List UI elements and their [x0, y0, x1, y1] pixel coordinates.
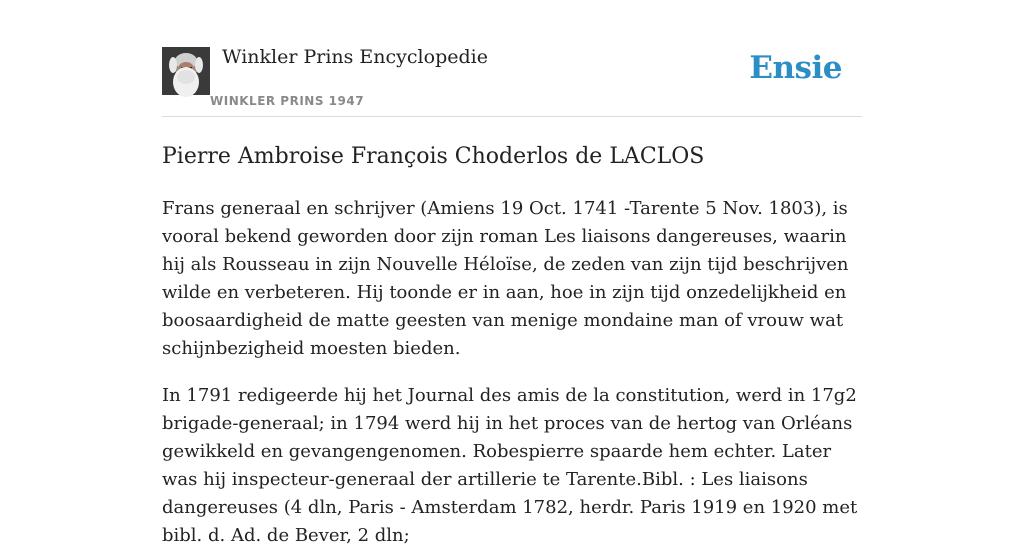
source-title[interactable]: Winkler Prins Encyclopedie: [222, 46, 488, 68]
portrait-photo-graphic: [162, 47, 210, 95]
source-header: [162, 0, 862, 117]
source-subtitle[interactable]: WINKLER PRINS 1947: [210, 94, 365, 108]
brand-logo-link[interactable]: Ensie: [749, 50, 842, 86]
page-content: [162, 0, 862, 546]
article-paragraph-1: Frans generaal en schrijver (Amiens 19 Oct. 1741 -Tarente 5 Nov. 1803), is vooral bekend geworden door zijn roman Les liaisons dangereuses, waarin hij als Rousseau in zijn Nouvelle Héloïse, de zeden van zijn tijd beschrijven wilde en verbeteren. Hij toonde er in aan, hoe in zijn tijd onzedelijkheid en boosaardigheid de matte geesten van menige mondaine man of vrouw wat schijnbezigheid moesten bieden.: [162, 198, 849, 359]
article-paragraph-2: In 1791 redigeerde hij het Journal des amis de la constitution, werd in 17g2 brigade-generaal; in 1794 werd hij in het proces van de hertog van Orléans gewikkeld en gevangengenomen. Robespierre spaarde hem echter. Later was hij inspecteur-generaal der artillerie te Tarente.Bibl. : Les liaisons dangereuses (4 dln, Paris - Amsterdam 1782, herdr. Paris 1919 en 1920 met bibl. d. Ad. de Bever, 2 dln;: [162, 385, 858, 546]
article-title: Pierre Ambroise François Choderlos de LACLOS: [162, 144, 705, 169]
portrait-photo-icon[interactable]: [162, 47, 210, 95]
